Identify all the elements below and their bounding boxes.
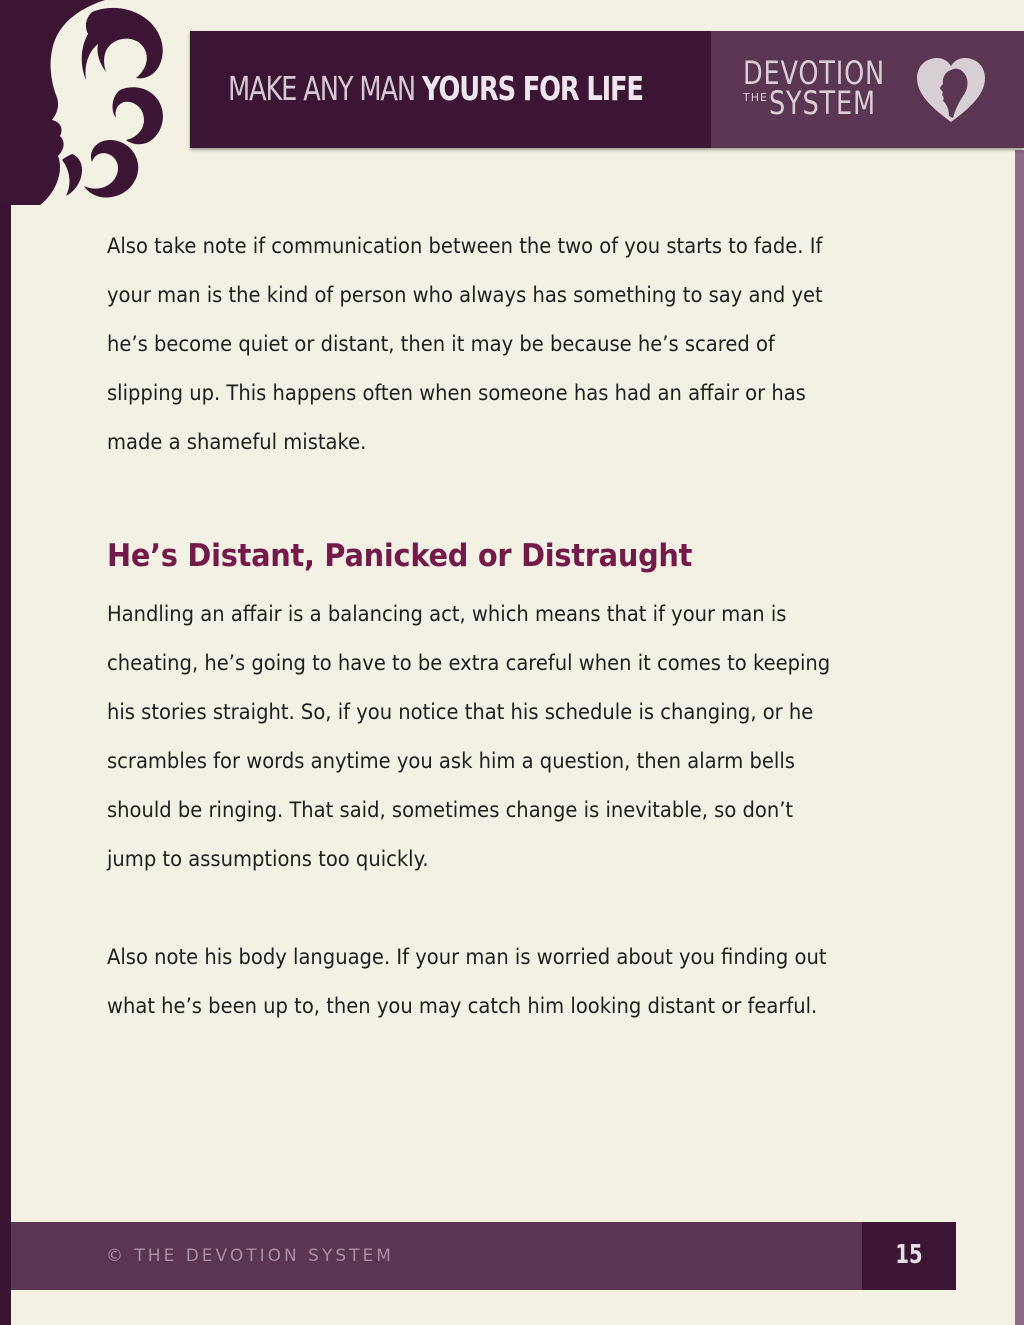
text-line: slipping up. This happens often when someone has had an affair or has	[107, 381, 806, 405]
right-border-bar	[1015, 150, 1024, 1325]
text-line: cheating, he’s going to have to be extra careful when it comes to keeping	[107, 651, 831, 675]
page-number: 15	[895, 1240, 923, 1270]
paragraph-balancing-act	[107, 590, 907, 884]
header-title-light: MAKE ANY MAN	[228, 69, 415, 108]
devotion-system-logo	[711, 31, 1024, 148]
text-line: what he’s been up to, then you may catch him looking distant or fearful.	[107, 994, 818, 1018]
text-line: he’s become quiet or distant, then it may be because he’s scared of	[107, 332, 775, 356]
text-line: Handling an affair is a balancing act, which means that if your man is	[107, 602, 787, 626]
header-banner	[190, 31, 1024, 148]
text-line: your man is the kind of person who always has something to say and yet	[107, 283, 823, 307]
logo-word-devotion: DEVOTION	[743, 54, 885, 92]
footer-bar	[11, 1222, 862, 1290]
text-line: scrambles for words anytime you ask him a question, then alarm bells	[107, 749, 795, 773]
text-line: his stories straight. So, if you notice that his schedule is changing, or he	[107, 700, 814, 724]
logo-word-the: THE	[743, 91, 768, 104]
text-line: made a shameful mistake.	[107, 430, 367, 454]
text-line: Also take note if communication between the two of you starts to fade. If	[107, 234, 823, 258]
text-line: jump to assumptions too quickly.	[107, 847, 429, 871]
footer-copyright: © THE DEVOTION SYSTEM	[106, 1246, 394, 1266]
page-number-box	[862, 1222, 956, 1290]
logo-word-system: SYSTEM	[769, 84, 876, 122]
page-content	[107, 222, 927, 1031]
woman-silhouette-icon	[0, 0, 180, 205]
header-title	[228, 67, 643, 111]
text-line: Also note his body language. If your man is worried about you finding out	[107, 945, 827, 969]
paragraph-communication	[107, 222, 907, 467]
header-title-bold: YOURS FOR LIFE	[421, 69, 643, 108]
paragraph-body-language	[107, 933, 907, 1031]
heart-profile-icon	[915, 56, 987, 124]
section-heading: He’s Distant, Panicked or Distraught	[107, 538, 693, 574]
text-line: should be ringing. That said, sometimes change is inevitable, so don’t	[107, 798, 794, 822]
